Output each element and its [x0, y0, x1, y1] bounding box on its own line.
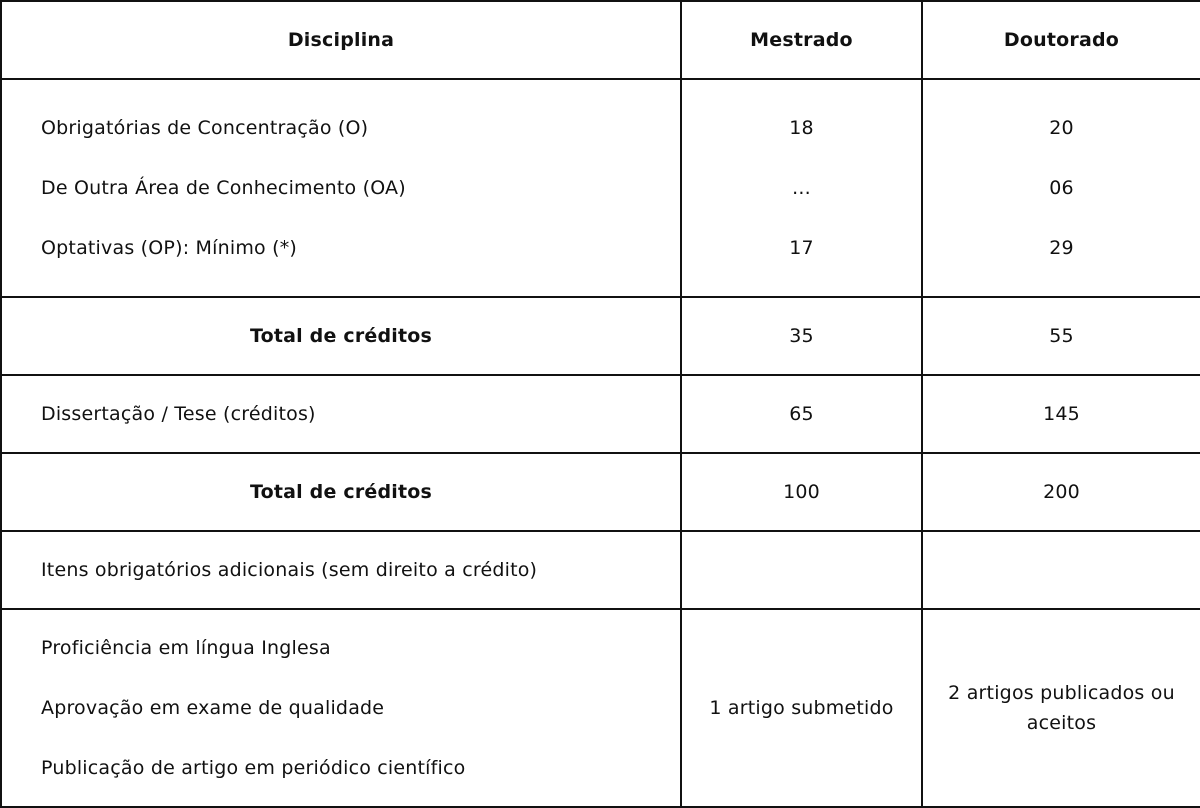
thesis-label: Dissertação / Tese (créditos) [1, 375, 681, 453]
disciplines-group-row [1, 79, 1200, 297]
disciplines-labels-cell [1, 79, 681, 297]
additional-label: Itens obrigatórios adicionais (sem direito a crédito) [1, 531, 681, 609]
total-doutorado: 200 [922, 453, 1200, 531]
disciplines-mestrado-cell [681, 79, 922, 297]
additional-mestrado [681, 531, 922, 609]
header-disciplina: Disciplina [1, 1, 681, 79]
discipline-doutorado-value: 06 [1049, 177, 1074, 199]
requirements-doutorado: 2 artigos publicados ou aceitos [948, 682, 1175, 734]
requirement-item: Aprovação em exame de qualidade [41, 697, 385, 719]
subtotal-mestrado: 35 [681, 297, 922, 375]
requirement-item: Proficiência em língua Inglesa [41, 637, 331, 659]
subtotal-row [1, 297, 1200, 375]
requirement-item: Publicação de artigo em periódico científico [41, 757, 466, 779]
requirements-labels-cell [1, 609, 681, 807]
disciplines-doutorado-cell [922, 79, 1200, 297]
discipline-mestrado-value: 17 [789, 237, 814, 259]
total-row [1, 453, 1200, 531]
additional-row [1, 531, 1200, 609]
discipline-label: De Outra Área de Conhecimento (OA) [41, 177, 406, 199]
thesis-doutorado: 145 [922, 375, 1200, 453]
additional-doutorado [922, 531, 1200, 609]
header-mestrado: Mestrado [681, 1, 922, 79]
total-mestrado: 100 [681, 453, 922, 531]
thesis-mestrado: 65 [681, 375, 922, 453]
discipline-doutorado-value: 29 [1049, 237, 1074, 259]
discipline-label: Obrigatórias de Concentração (O) [41, 117, 369, 139]
subtotal-doutorado: 55 [922, 297, 1200, 375]
requirements-row [1, 609, 1200, 807]
discipline-label: Optativas (OP): Mínimo (*) [41, 237, 298, 259]
thesis-row [1, 375, 1200, 453]
header-doutorado: Doutorado [922, 1, 1200, 79]
discipline-mestrado-value: ... [792, 177, 811, 199]
subtotal-label: Total de créditos [1, 297, 681, 375]
discipline-mestrado-value: 18 [789, 117, 814, 139]
discipline-doutorado-value: 20 [1049, 117, 1074, 139]
header-row [1, 1, 1200, 79]
requirements-mestrado: 1 artigo submetido [681, 609, 922, 807]
requirements-doutorado-cell [922, 609, 1200, 807]
total-label: Total de créditos [1, 453, 681, 531]
